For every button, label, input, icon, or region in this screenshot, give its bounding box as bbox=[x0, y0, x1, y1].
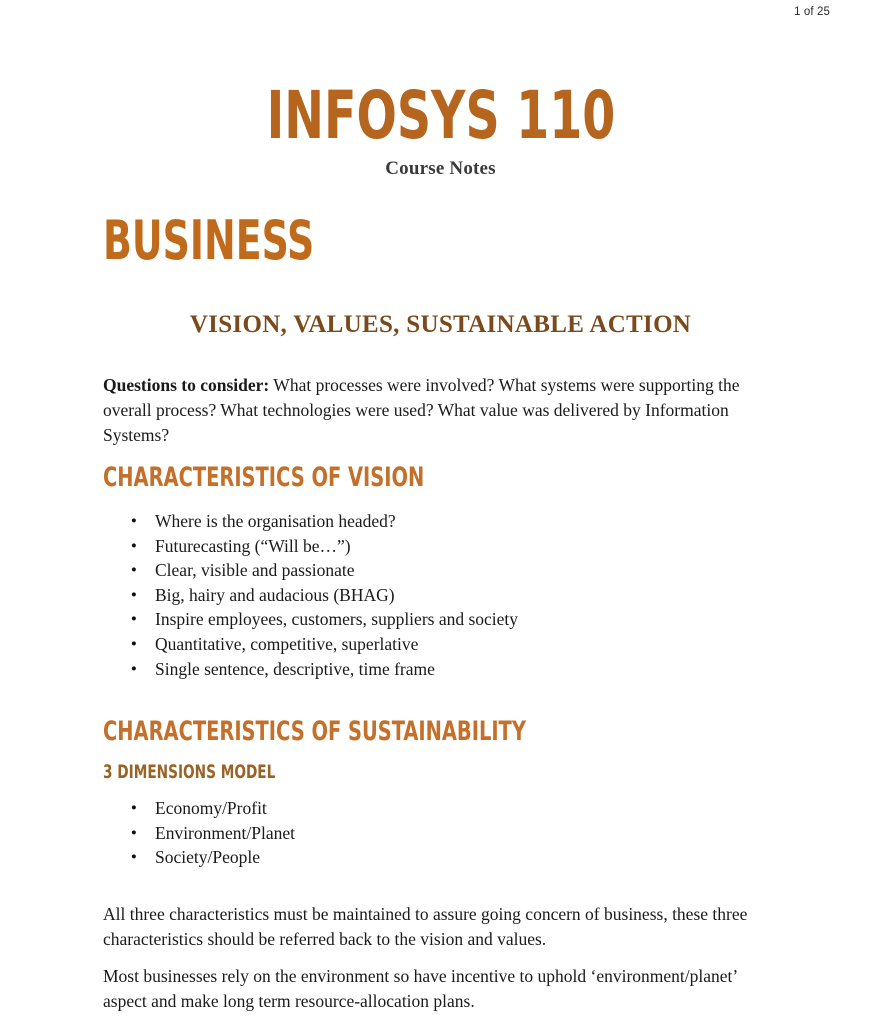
vision-characteristics-list bbox=[103, 509, 773, 681]
closing-paragraph-2: Most businesses rely on the environment so have incentive to uphold ‘environment/planet’ aspect and make long term resource-allocation plans. bbox=[103, 965, 737, 1011]
list-item: ● Inspire employees, customers, suppliers and society bbox=[103, 607, 773, 632]
list-item: ● Environment/Planet bbox=[103, 821, 773, 846]
intro-paragraph bbox=[103, 373, 771, 448]
list-item: ● Society/People bbox=[103, 845, 773, 870]
page-indicator: 1 of 25 bbox=[794, 6, 830, 18]
list-item: ● Single sentence, descriptive, time frame bbox=[103, 657, 773, 682]
heading-characteristics-of-vision bbox=[103, 464, 505, 491]
intro-body-text: What processes were involved? What systems were supporting the overall process? What technologies were used? What value was delivered by Information Systems? bbox=[103, 374, 740, 445]
heading-characteristics-of-vision-text: CHARACTERISTICS OF VISION bbox=[103, 462, 425, 493]
section-heading-business-text: BUSINESS bbox=[103, 209, 315, 272]
subheading-3-dimensions-model-text: 3 DIMENSIONS MODEL bbox=[103, 761, 276, 783]
document-title bbox=[103, 77, 778, 154]
section-heading-business bbox=[103, 209, 374, 272]
heading-characteristics-of-sustainability-text: CHARACTERISTICS OF SUSTAINABILITY bbox=[103, 716, 526, 747]
intro-lead-label: Questions to consider: bbox=[103, 374, 270, 395]
closing-paragraph-1: All three characteristics must be maintained to assure going concern of business, these three characteristics should be referred back to the vision and values. bbox=[103, 903, 748, 949]
subheading-3-dimensions-model bbox=[103, 763, 318, 783]
heading-characteristics-of-sustainability bbox=[103, 718, 632, 745]
list-item: ● Quantitative, competitive, superlative bbox=[103, 632, 773, 657]
dimensions-list bbox=[103, 796, 773, 870]
list-item: ● Clear, visible and passionate bbox=[103, 558, 773, 583]
list-item: ● Economy/Profit bbox=[103, 796, 773, 821]
list-item: ● Where is the organisation headed? bbox=[103, 509, 773, 534]
list-item: ● Futurecasting (“Will be…”) bbox=[103, 534, 773, 559]
document-subtitle: Course Notes bbox=[385, 158, 496, 179]
topic-heading: VISION, VALUES, SUSTAINABLE ACTION bbox=[189, 311, 692, 338]
list-item: ● Big, hairy and audacious (BHAG) bbox=[103, 583, 773, 608]
document-title-text: INFOSYS 110 bbox=[266, 77, 615, 154]
